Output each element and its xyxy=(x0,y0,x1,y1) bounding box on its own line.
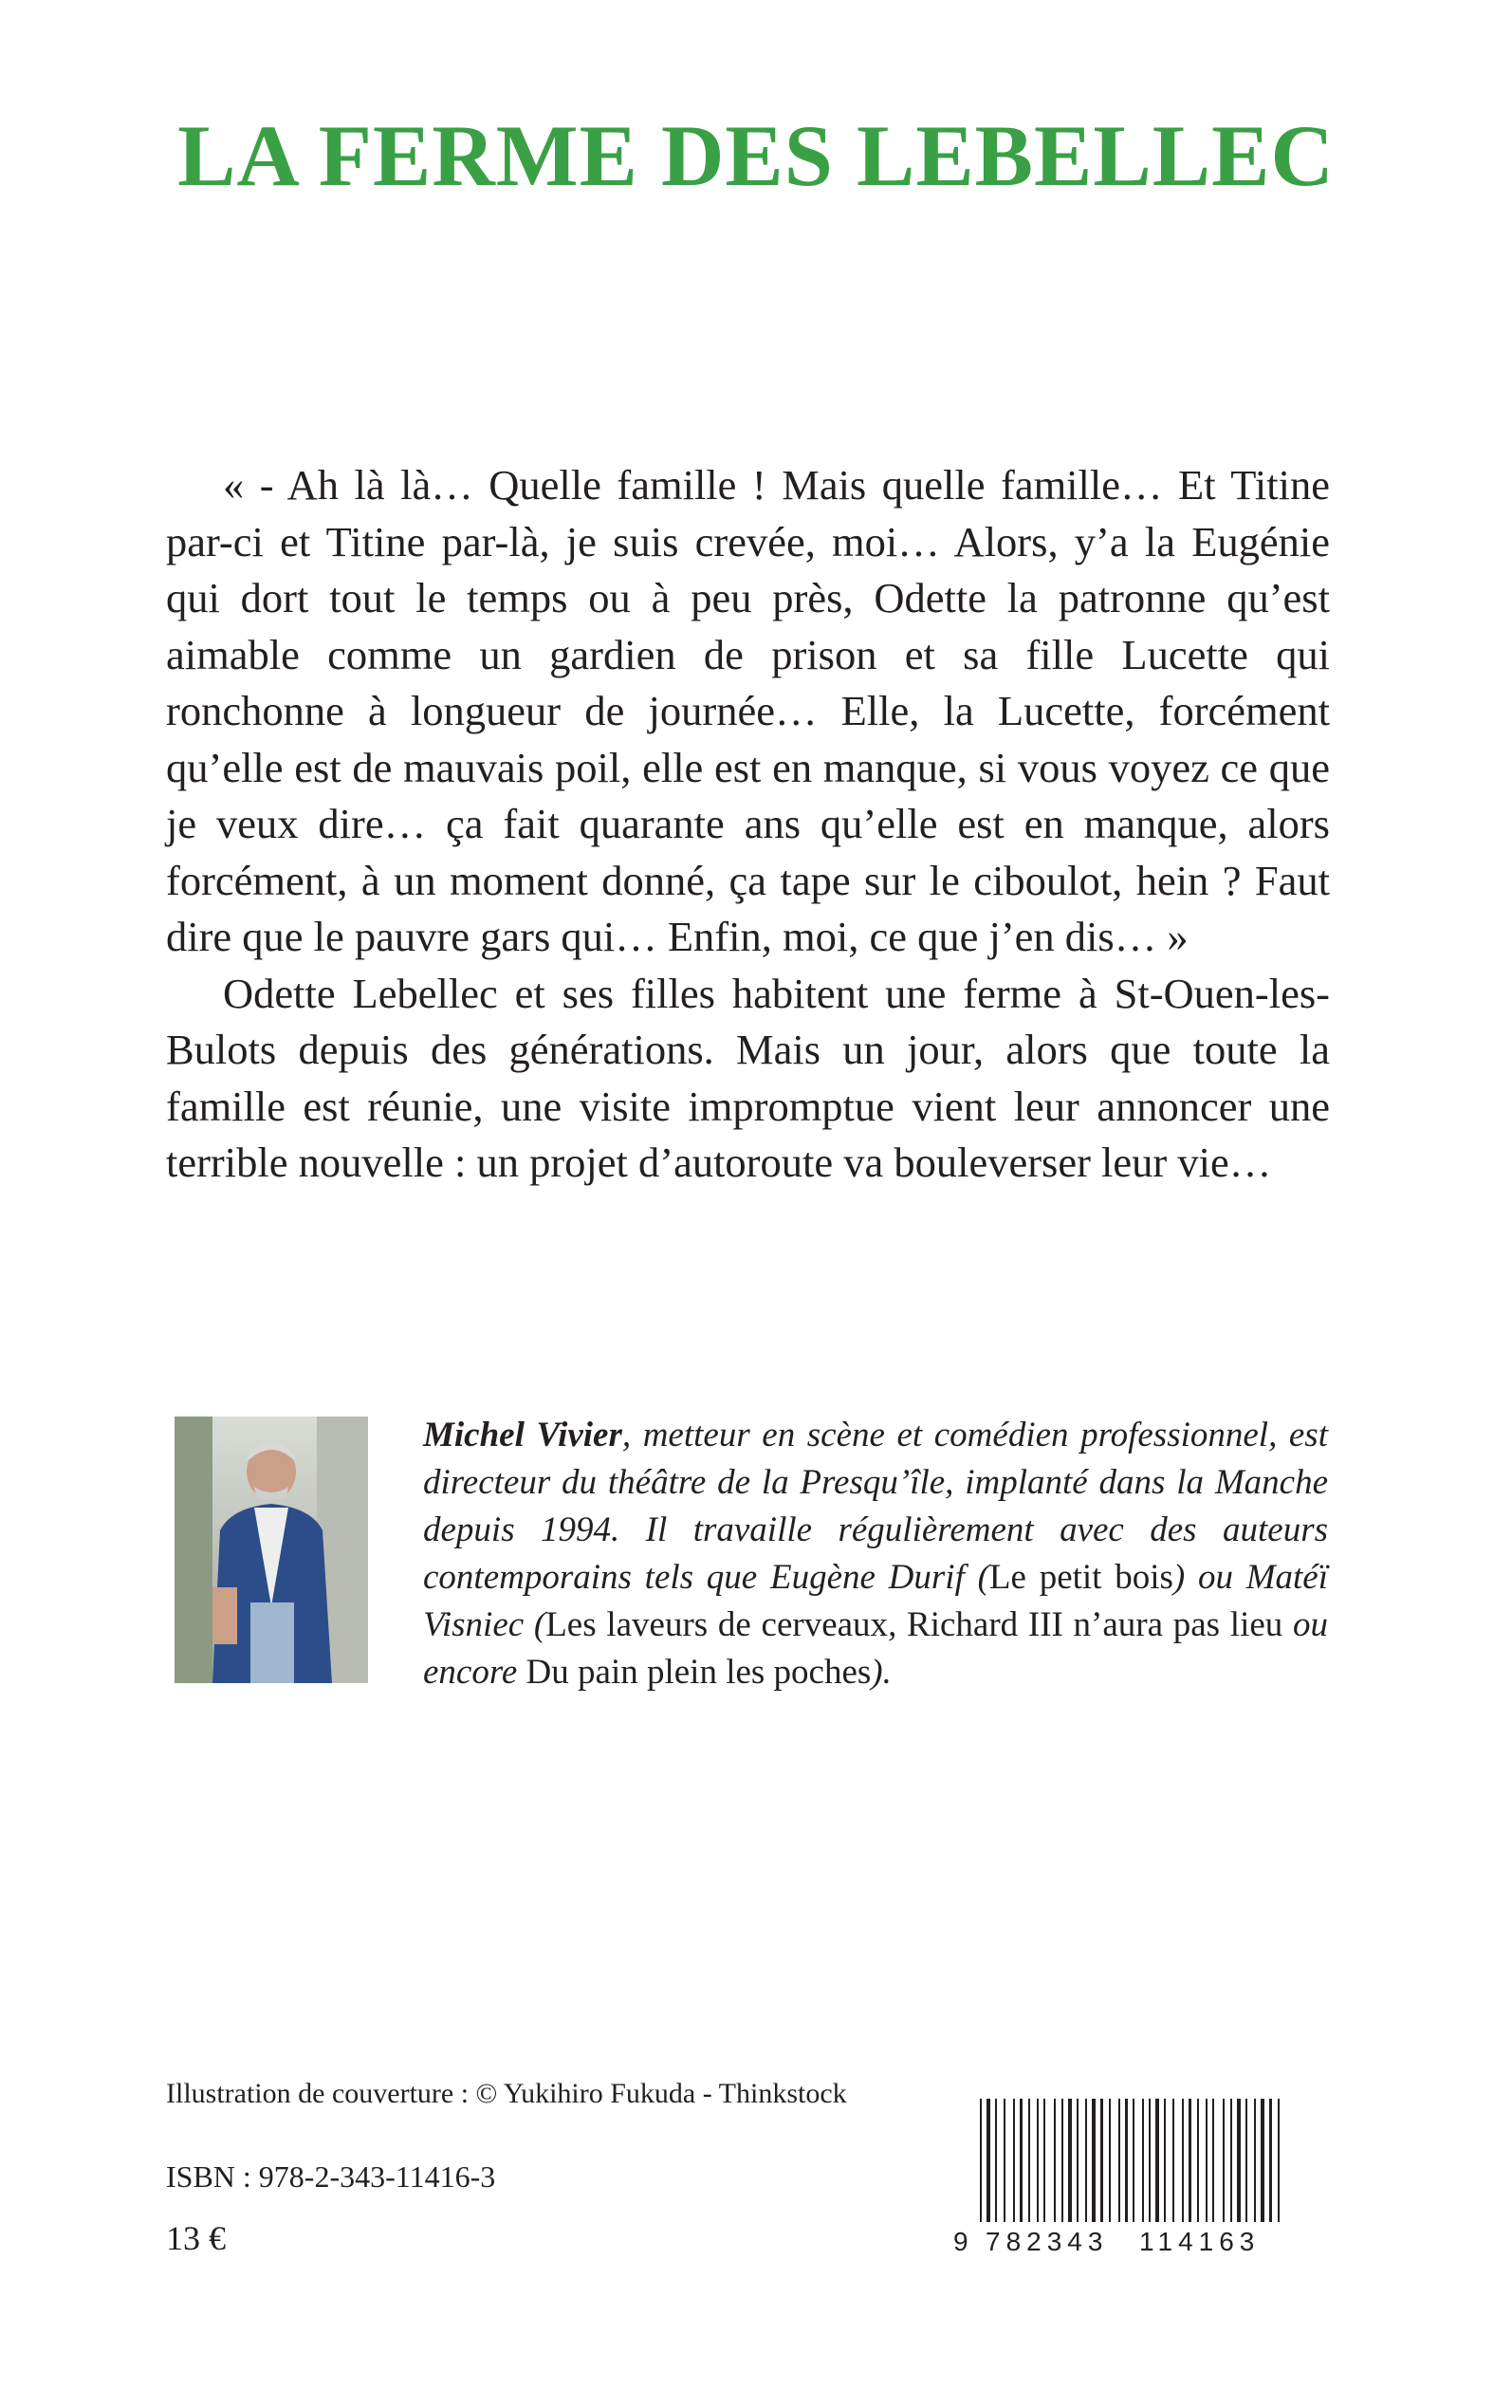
barcode-bar xyxy=(1020,2099,1023,2222)
isbn-barcode xyxy=(953,2099,1300,2255)
barcode-bar xyxy=(1054,2099,1056,2222)
barcode-left-digits: 782343 xyxy=(986,2227,1109,2255)
isbn: ISBN : 978-2-343-11416-3 xyxy=(166,2159,496,2194)
barcode-bar xyxy=(1068,2099,1072,2222)
barcode-bar xyxy=(1037,2099,1039,2222)
barcode-right-digits: 114163 xyxy=(1139,2227,1261,2255)
barcode-bar xyxy=(1155,2099,1159,2222)
author-portrait-icon xyxy=(175,1417,368,1683)
work-title-1: Le petit bois xyxy=(988,1558,1173,1597)
author-photo xyxy=(175,1417,368,1683)
price: 13 € xyxy=(166,2219,226,2257)
bio-separator-1: , xyxy=(888,1605,908,1644)
barcode-first-digit: 9 xyxy=(953,2227,968,2255)
barcode-bar xyxy=(980,2099,982,2236)
barcode-bar xyxy=(1118,2099,1120,2222)
barcode-bar xyxy=(986,2099,990,2222)
barcode-bar xyxy=(1043,2099,1045,2222)
barcode-bar xyxy=(1254,2099,1256,2236)
book-title: LA FERME DES LEBELLEC xyxy=(177,107,1335,204)
barcode-bar xyxy=(1230,2099,1232,2236)
barcode-bar xyxy=(1133,2099,1134,2222)
work-title-4: Du pain plein les poches xyxy=(526,1653,872,1692)
barcode-bars xyxy=(980,2099,1280,2236)
barcode-bar xyxy=(1269,2099,1272,2236)
barcode-bar xyxy=(1142,2099,1144,2222)
bio-text-2: ) ou Matéï Visniec ( xyxy=(423,1558,1329,1644)
author-bio xyxy=(423,1412,1328,1696)
bio-separator-2: ou encore xyxy=(423,1605,1328,1692)
barcode-bar xyxy=(1149,2099,1151,2222)
bio-text-1: , metteur en scène et comédien professionnel, est directeur du théâtre de la Presqu’île, implanté dans la Manche depuis 1994. Il travaille régulièrement avec des auteurs contemporains tels que Eugène Durif ( xyxy=(423,1416,1328,1597)
barcode-bar xyxy=(1100,2099,1103,2222)
barcode-bar xyxy=(1172,2099,1174,2222)
barcode-bar xyxy=(1197,2099,1199,2236)
author-name: Michel Vivier xyxy=(423,1416,622,1454)
barcode-bar xyxy=(1182,2099,1184,2236)
barcode-bar xyxy=(1189,2099,1191,2236)
barcode-bar xyxy=(1028,2099,1030,2222)
barcode-bar xyxy=(1212,2099,1214,2236)
barcode-bar xyxy=(995,2099,997,2222)
barcode-bar xyxy=(1085,2099,1087,2222)
work-title-3: Richard III n’aura pas lieu xyxy=(907,1605,1283,1644)
barcode-bar xyxy=(1245,2099,1247,2236)
barcode-bar xyxy=(1223,2099,1225,2236)
barcode-bar xyxy=(1278,2099,1280,2236)
blurb-summary: Odette Lebellec et ses filles habitent une ferme à St-Ouen-les-Bulots depuis des générations. Mais un jour, alors que toute la famille est réunie, une visite impromptue vient leur annoncer une terrible nouvelle : un projet d’autoroute va bouleverser leur vie… xyxy=(166,969,1330,1186)
illustration-credit: Illustration de couverture : © Yukihiro Fukuda - Thinkstock xyxy=(166,2078,847,2109)
bio-end: ). xyxy=(871,1653,892,1692)
barcode-bar xyxy=(1206,2099,1208,2236)
barcode-bar xyxy=(1092,2099,1096,2222)
blurb-quote: « - Ah là là… Quelle famille ! Mais quelle famille… Et Titine par-ci et Titine par-là, je suis crevée, moi… Alors, y’a la Eugénie qui dort tout le temps ou à peu près, Odette la patronne qu’est aimable comme un gardien de prison et sa fille Lucette qui ronchonne à longueur de journée… Elle, la Lucette, forcément qu’elle est de mauvais poil, elle est en manque, si vous voyez ce que je veux dire… ça fait quarante ans qu’elle est en manque, alors forcément, à un moment donné, ça tape sur le ciboulot, hein ? Faut dire que le pauvre gars qui… Enfin, moi, ce que j’en dis… » xyxy=(166,461,1330,960)
barcode-bar xyxy=(1109,2099,1111,2222)
barcode-bar xyxy=(1061,2099,1063,2236)
work-title-2: Les laveurs de cerveaux xyxy=(545,1605,889,1644)
barcode-bar xyxy=(1004,2099,1005,2222)
barcode-bar xyxy=(1125,2099,1128,2222)
barcode-bar xyxy=(1164,2099,1166,2222)
barcode-bar xyxy=(1237,2099,1241,2236)
barcode-bar xyxy=(1077,2099,1079,2222)
barcode-bar xyxy=(1261,2099,1264,2236)
back-cover-blurb xyxy=(166,457,1330,1192)
barcode-bar xyxy=(1013,2099,1015,2222)
